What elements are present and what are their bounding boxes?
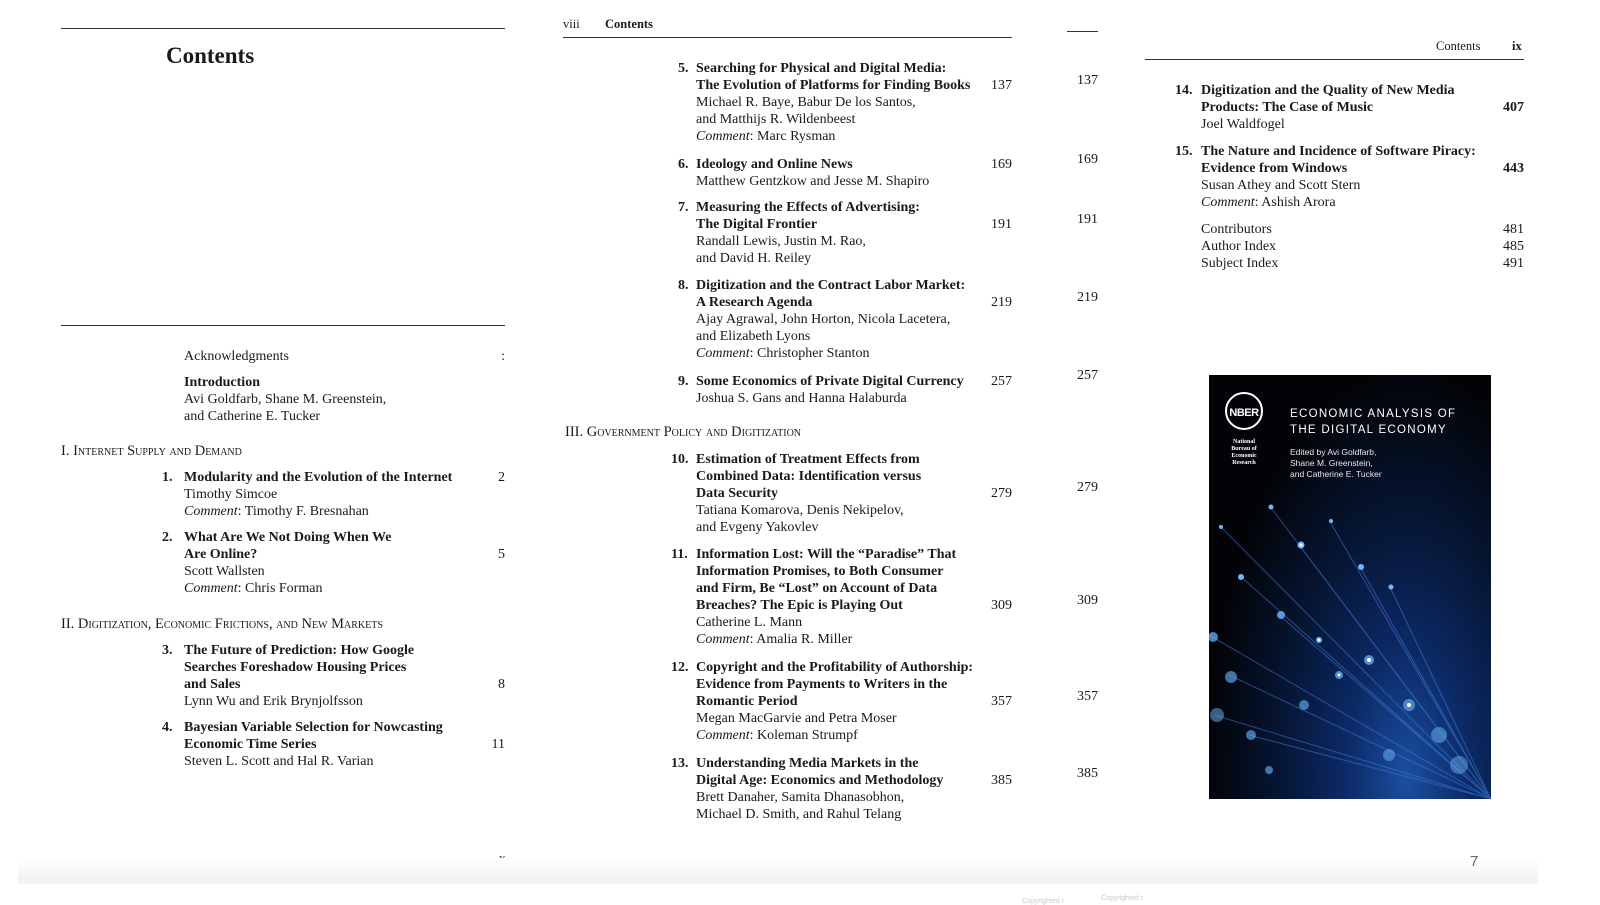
header-rule <box>1145 59 1524 60</box>
chapter-comment: Comment: Ashish Arora <box>1201 195 1336 210</box>
chapter-title: What Are We Not Doing When We <box>184 530 392 545</box>
chapter-authors: and Elizabeth Lyons <box>696 329 811 344</box>
strip-page-number: 169 <box>1077 152 1098 167</box>
chapter-authors: Joel Waldfogel <box>1201 117 1285 132</box>
comment-label: Comment <box>696 129 750 144</box>
chapter-title: Digital Age: Economics and Methodology <box>696 773 944 788</box>
top-rule <box>61 28 505 29</box>
chapter-entry <box>1201 82 1455 133</box>
back-matter-entry: Contributors <box>1201 222 1272 237</box>
chapter-entry <box>1201 143 1476 211</box>
chapter-authors: Timothy Simcoe <box>184 487 278 502</box>
introduction-entry <box>184 374 386 425</box>
chapter-number: 4. <box>162 720 173 735</box>
chapter-title: and Sales <box>184 677 241 692</box>
chapter-number: 5. <box>678 61 689 76</box>
chapter-authors: Scott Wallsten <box>184 564 265 579</box>
chapter-page: 279 <box>991 486 1012 501</box>
chapter-authors: Joshua S. Gans and Hanna Halaburda <box>696 391 907 406</box>
chapter-authors: Michael R. Baye, Babur De los Santos, <box>696 95 916 110</box>
chapter-authors: Steven L. Scott and Hal R. Varian <box>184 754 374 769</box>
chapter-entry <box>696 755 943 823</box>
nber-logo: NBER <box>1225 392 1263 430</box>
section-rule <box>61 325 505 326</box>
chapter-comment: Comment: Timothy F. Bresnahan <box>184 504 369 519</box>
chapter-authors: Ajay Agrawal, John Horton, Nicola Lacetera, <box>696 312 951 327</box>
chapter-page: 169 <box>991 157 1012 172</box>
chapter-page: 2 <box>498 470 505 485</box>
book-cover-image <box>1209 375 1491 799</box>
chapter-number: 11. <box>671 547 688 562</box>
chapter-number: 2. <box>162 530 173 545</box>
introduction-title: Introduction <box>184 375 260 390</box>
chapter-title: Some Economics of Private Digital Currency <box>696 374 964 389</box>
chapter-title: Are Online? <box>184 547 258 562</box>
chapter-number: 8. <box>678 278 689 293</box>
chapter-number: 1. <box>162 470 173 485</box>
chapter-entry <box>184 469 452 520</box>
chapter-entry <box>696 373 964 407</box>
strip-page-number: 279 <box>1077 480 1098 495</box>
chapter-title: Combined Data: Identification versus <box>696 469 922 484</box>
chapter-title: Searching for Physical and Digital Media: <box>696 61 947 76</box>
acknowledgments-entry: Acknowledgments <box>184 349 289 364</box>
back-matter-page: 491 <box>1503 256 1524 271</box>
back-matter-page: 481 <box>1503 222 1524 237</box>
chapter-page: 219 <box>991 295 1012 310</box>
chapter-authors: Megan MacGarvie and Petra Moser <box>696 711 897 726</box>
chapter-authors: Randall Lewis, Justin M. Rao, <box>696 234 866 249</box>
chapter-title: Estimation of Treatment Effects from <box>696 452 920 467</box>
comment-label: Comment <box>696 728 750 743</box>
chapter-comment: Comment: Christopher Stanton <box>696 346 870 361</box>
chapter-number: 14. <box>1175 83 1193 98</box>
comment-label: Comment <box>184 581 238 596</box>
comment-label: Comment <box>696 346 750 361</box>
chapter-number: 7. <box>678 200 689 215</box>
chapter-authors: Catherine L. Mann <box>696 615 803 630</box>
running-head-title: Contents <box>605 17 653 31</box>
strip-page-number: 357 <box>1077 689 1098 704</box>
chapter-title: Romantic Period <box>696 694 798 709</box>
back-matter-entry: Subject Index <box>1201 256 1279 271</box>
chapter-comment: Comment: Koleman Strumpf <box>696 728 858 743</box>
chapter-number: 10. <box>671 452 689 467</box>
acknowledgments-page: : <box>501 349 505 364</box>
chapter-number: 6. <box>678 157 689 172</box>
chapter-title: Economic Time Series <box>184 737 317 752</box>
chapter-entry <box>184 642 414 710</box>
publisher-name: National Bureau of Economic Research <box>1231 439 1257 466</box>
chapter-entry <box>184 529 391 597</box>
running-head-title: Contents <box>1436 39 1481 53</box>
chapter-title: Evidence from Payments to Writers in the <box>696 677 948 692</box>
chapter-authors: Susan Athey and Scott Stern <box>1201 178 1361 193</box>
chapter-page: 407 <box>1503 100 1524 115</box>
chapter-page: 443 <box>1503 161 1524 176</box>
chapter-entry <box>184 719 443 770</box>
part-heading: III. Government Policy and Digitization <box>565 424 802 440</box>
chapter-authors: and David H. Reiley <box>696 251 812 266</box>
chapter-title: Information Lost: Will the “Paradise” That <box>696 547 957 562</box>
bottom-shadow <box>18 858 1538 884</box>
chapter-title: and Firm, Be “Lost” on Account of Data <box>696 581 938 596</box>
chapter-authors: Brett Danaher, Samita Dhanasobhon, <box>696 790 905 805</box>
chapter-title: The Digital Frontier <box>696 217 818 232</box>
chapter-number: 15. <box>1175 144 1193 159</box>
chapter-page: 5 <box>498 547 505 562</box>
introduction-authors: and Catherine E. Tucker <box>184 409 321 424</box>
strip-page-number: 309 <box>1077 593 1098 608</box>
chapter-title: Products: The Case of Music <box>1201 100 1374 115</box>
chapter-title: Digitization and the Quality of New Media <box>1201 83 1455 98</box>
chapter-comment: Comment: Amalia R. Miller <box>696 632 853 647</box>
strip-page-number: 137 <box>1077 73 1098 88</box>
running-head-page: ix <box>1512 39 1522 53</box>
chapter-title: Digitization and the Contract Labor Market: <box>696 278 966 293</box>
chapter-title: Copyright and the Profitability of Authorship: <box>696 660 974 675</box>
chapter-title: Breaches? The Epic is Playing Out <box>696 598 903 613</box>
chapter-title: The Evolution of Platforms for Finding Books <box>696 78 971 93</box>
chapter-title: Ideology and Online News <box>696 157 853 172</box>
chapter-page: 8 <box>498 677 505 692</box>
running-head-page: viii <box>563 17 580 31</box>
chapter-page: 385 <box>991 773 1012 788</box>
chapter-number: 3. <box>162 643 173 658</box>
chapter-number: 12. <box>671 660 689 675</box>
chapter-number: 9. <box>678 374 689 389</box>
comment-label: Comment <box>184 504 238 519</box>
strip-page-number: 219 <box>1077 290 1098 305</box>
chapter-authors: and Matthijs R. Wildenbeest <box>696 112 856 127</box>
part-heading: I. Internet Supply and Demand <box>61 443 242 459</box>
back-matter-entry: Author Index <box>1201 239 1277 254</box>
chapter-authors: Tatiana Komarova, Denis Nekipelov, <box>696 503 904 518</box>
strip-page-number: 385 <box>1077 766 1098 781</box>
comment-label: Comment <box>696 632 750 647</box>
introduction-authors: Avi Goldfarb, Shane M. Greenstein, <box>184 392 387 407</box>
chapter-entry <box>696 199 920 267</box>
chapter-title: Evidence from Windows <box>1201 161 1348 176</box>
chapter-authors: Michael D. Smith, and Rahul Telang <box>696 807 902 822</box>
chapter-title: Searches Foreshadow Housing Prices <box>184 660 407 675</box>
chapter-title: Measuring the Effects of Advertising: <box>696 200 920 215</box>
chapter-title: Modularity and the Evolution of the Internet <box>184 470 453 485</box>
comment-label: Comment <box>1201 195 1255 210</box>
chapter-page: 137 <box>991 78 1012 93</box>
part-heading: II. Digitization, Economic Frictions, and New Markets <box>61 616 383 632</box>
page-title: Contents <box>166 43 255 68</box>
chapter-title: Data Security <box>696 486 779 501</box>
chapter-entry <box>696 546 956 648</box>
chapter-number: 13. <box>671 756 689 771</box>
chapter-comment: Comment: Chris Forman <box>184 581 323 596</box>
chapter-entry <box>696 451 921 536</box>
strip-page-number: 257 <box>1077 368 1098 383</box>
chapter-entry <box>696 277 965 362</box>
header-rule <box>563 37 1012 38</box>
strip-rule <box>1067 31 1098 32</box>
chapter-title: Bayesian Variable Selection for Nowcasting <box>184 720 443 735</box>
chapter-page: 191 <box>991 217 1012 232</box>
chapter-comment: Comment: Marc Rysman <box>696 129 836 144</box>
chapter-entry <box>696 659 973 744</box>
strip-page-number: 191 <box>1077 212 1098 227</box>
chapter-page: 309 <box>991 598 1012 613</box>
back-matter-page: 485 <box>1503 239 1524 254</box>
chapter-page: 357 <box>991 694 1012 709</box>
chapter-authors: Lynn Wu and Erik Brynjolfsson <box>184 694 363 709</box>
chapter-entry <box>696 60 970 145</box>
copyright-mark: Copyrighted r <box>1022 898 1065 905</box>
slide-number: 7 <box>1470 853 1479 870</box>
chapter-page: 257 <box>991 374 1012 389</box>
cover-title: ECONOMIC ANALYSIS OF THE DIGITAL ECONOMY <box>1290 408 1457 436</box>
copyright-mark: Copyrighted r <box>1101 895 1144 902</box>
chapter-entry <box>696 156 929 190</box>
chapter-authors: Matthew Gentzkow and Jesse M. Shapiro <box>696 174 930 189</box>
chapter-title: The Future of Prediction: How Google <box>184 643 415 658</box>
chapter-title: The Nature and Incidence of Software Piracy: <box>1201 144 1476 159</box>
chapter-title: Information Promises, to Both Consumer <box>696 564 944 579</box>
cover-editors: Edited by Avi Goldfarb, Shane M. Greenstein, and Catherine E. Tucker <box>1290 447 1382 479</box>
chapter-title: A Research Agenda <box>696 295 813 310</box>
chapter-authors: and Evgeny Yakovlev <box>696 520 819 535</box>
chapter-page: 11 <box>491 737 505 752</box>
chapter-title: Understanding Media Markets in the <box>696 756 919 771</box>
